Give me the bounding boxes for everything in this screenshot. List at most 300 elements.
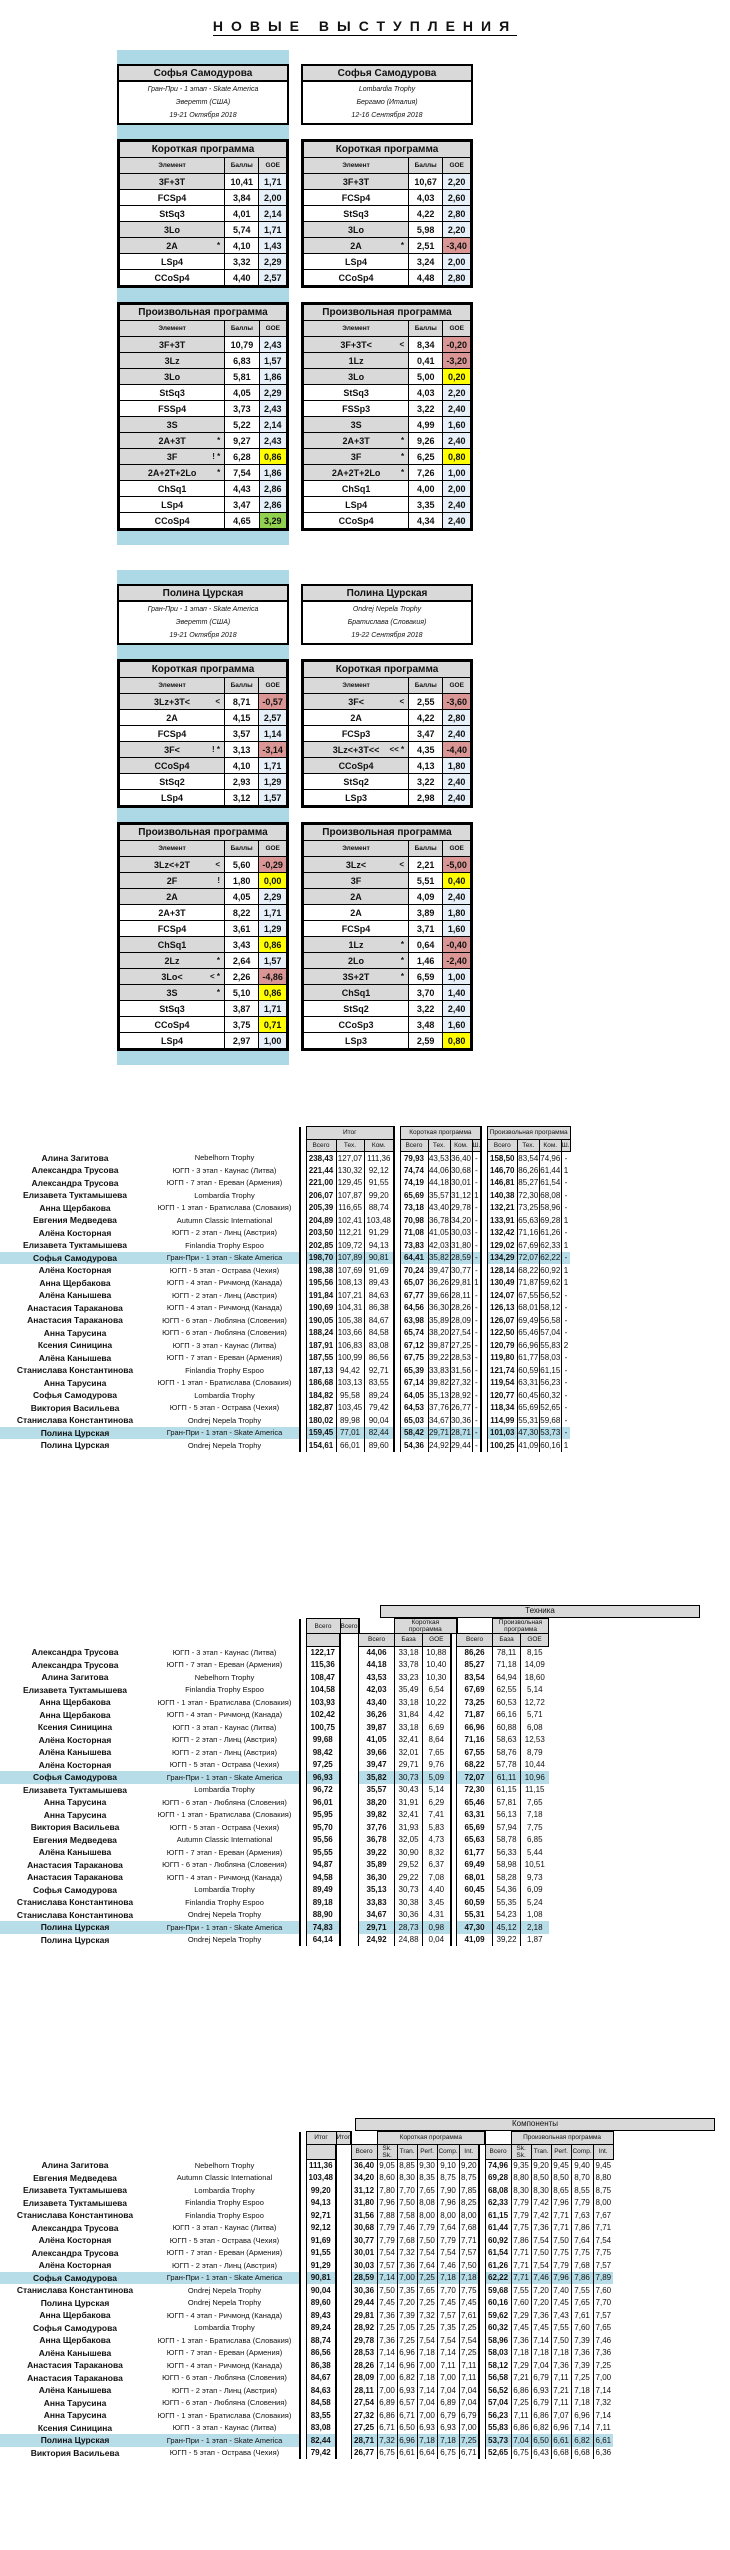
element-code: LSp3 [304, 790, 409, 806]
score-cell: 44,18 [428, 1178, 450, 1188]
element-points: 4,03 [408, 190, 442, 206]
event-name: Autumn Classic International [176, 1835, 273, 1845]
column-header: Ком. [539, 1139, 561, 1152]
score-cell: 27,54 [450, 1328, 472, 1338]
element-row [120, 238, 287, 254]
score-cell: 8,70 [571, 2172, 593, 2185]
event-name: ЮГП - 1 этап - Братислава (Словакия) [157, 2410, 292, 2420]
element-points: 6,59 [409, 969, 443, 985]
skater-name: Виктория Васильева [30, 1822, 120, 1833]
score-cell: 30,68 [450, 1165, 472, 1175]
column-header: Int. [459, 2144, 479, 2159]
score-cell: 35,89 [359, 1859, 395, 1872]
score-cell: 71,08 [400, 1227, 428, 1240]
column-header: Tran. [397, 2144, 417, 2159]
score-cell: 84,58 [364, 1327, 394, 1340]
element-code: CCoSp4 [120, 758, 225, 774]
element-points: 3,57 [225, 726, 259, 742]
ranking-row [0, 1239, 570, 1252]
event-name: Гран-При - 1 этап - Skate America [150, 1252, 300, 1265]
score-cell: 116,65 [336, 1202, 364, 1215]
score-cell: 127,07 [337, 1153, 363, 1163]
group-header: Итог [336, 2132, 351, 2145]
score-cell: 7,54 [437, 2334, 459, 2347]
element-points: 3,47 [409, 726, 443, 742]
segment-title: Произвольная программа [304, 305, 471, 321]
element-row [304, 369, 471, 385]
score-cell: 6,71 [459, 2447, 479, 2460]
event-name: Nebelhorn Trophy [194, 1153, 255, 1163]
score-cell: 74,19 [400, 1177, 428, 1190]
element-flag: * [216, 955, 221, 965]
element-code: 3Lo [120, 222, 225, 238]
short-program-table [301, 659, 473, 808]
column-header: GOE [259, 321, 286, 337]
score-cell: 63,31 [457, 1809, 493, 1822]
skater-name: Алёна Канышева [38, 1352, 112, 1363]
score-cell: - [472, 1377, 481, 1390]
score-cell: 73,25 [518, 1203, 539, 1213]
element-points: 3,35 [409, 497, 443, 513]
element-code: StSq2 [120, 774, 225, 790]
element-goe: 2,00 [443, 254, 471, 270]
element-points: 4,10 [225, 758, 259, 774]
score-cell: 96,01 [306, 1796, 340, 1809]
score-cell: 108,13 [337, 1278, 363, 1288]
element-flag: * [217, 435, 221, 445]
score-cell: 107,69 [337, 1265, 363, 1275]
skater-name: Анна Щербакова [39, 2310, 111, 2321]
ranking-row [0, 1796, 549, 1809]
score-cell: 2,18 [521, 1921, 549, 1934]
element-points: 3,87 [225, 1001, 259, 1017]
score-cell: 61,77 [518, 1353, 539, 1363]
element-points: 4,05 [225, 889, 259, 905]
element-row [120, 774, 287, 790]
element-code: StSq3 [120, 385, 225, 401]
score-cell: 36,30 [428, 1303, 450, 1313]
event-name: Finlandia Trophy Espoo [185, 1897, 264, 1907]
element-code: 1Lz * [304, 937, 409, 953]
highlight-band [301, 50, 473, 64]
performance-card [117, 50, 289, 545]
highlight-band [301, 125, 473, 139]
score-cell: - [561, 1152, 570, 1165]
score-cell: 221,44 [306, 1164, 336, 1177]
score-cell: 8,30 [531, 2184, 551, 2197]
score-cell: 44,06 [428, 1165, 450, 1175]
score-cell: - [561, 1377, 570, 1390]
score-cell: 55,35 [493, 1896, 521, 1909]
skater-name: Алёна Канышева [38, 2385, 112, 2396]
score-cell: 9,45 [551, 2159, 571, 2172]
score-cell: 7,41 [423, 1809, 451, 1822]
element-code: 3Lo< < * [120, 969, 225, 985]
ranking-row [0, 1414, 570, 1427]
element-row [120, 206, 287, 222]
segment-title: Короткая программа [304, 142, 471, 158]
score-cell: 58,98 [493, 1859, 521, 1872]
ranking-row [0, 2309, 613, 2322]
ranking-row [0, 2222, 613, 2235]
element-goe: -4,40 [443, 742, 471, 758]
element-code: FCSp4 [304, 190, 409, 206]
element-row [120, 889, 287, 905]
score-cell: 7,18 [459, 2272, 479, 2285]
element-goe: -0,57 [259, 694, 287, 710]
performance-card [117, 570, 289, 1065]
event-name: Ondrej Nepela Trophy [187, 2285, 262, 2295]
score-cell: 64,41 [400, 1252, 428, 1265]
element-goe: -4,86 [259, 969, 287, 985]
score-cell: 39,22 [493, 1934, 521, 1947]
score-cell: - [472, 1339, 481, 1352]
element-row [120, 873, 287, 889]
skater-name: Алёна Косторная [38, 1734, 112, 1745]
score-cell: 56,52 [485, 2384, 511, 2397]
element-goe: 2,40 [443, 433, 471, 449]
element-goe: -0,40 [443, 937, 471, 953]
score-cell: 69,49 [457, 1859, 493, 1872]
event-name: ЮГП - 2 этап - Линц (Австрия) [172, 2385, 277, 2395]
score-cell: 88,74 [306, 2334, 336, 2347]
event-city: Эверетт (США) [175, 619, 231, 626]
element-row [120, 758, 287, 774]
score-cell: 37,76 [428, 1403, 450, 1413]
skater-name: Алина Загитова [41, 1152, 109, 1163]
score-cell: 60,32 [540, 1390, 561, 1400]
element-code: StSq3 [120, 206, 225, 222]
skater-name: Ксения Синицина [37, 2422, 113, 2433]
skater-name: Александра Трусова [31, 1647, 119, 1658]
event-name: Гран-При - 1 этап - Skate America [150, 1921, 300, 1934]
score-cell: 71,16 [518, 1228, 539, 1238]
element-goe: 1,60 [443, 1017, 471, 1033]
score-cell: 7,25 [377, 2322, 397, 2335]
score-cell: 7,14 [571, 2422, 593, 2435]
element-points: 5,22 [225, 417, 259, 433]
element-points: 6,25 [409, 449, 443, 465]
score-cell: 7,46 [531, 2272, 551, 2285]
element-goe: -0,29 [259, 857, 287, 873]
skater-name: Александра Трусова [31, 1177, 119, 1188]
score-cell: 7,36 [593, 2347, 613, 2360]
score-cell: 7,40 [551, 2284, 571, 2297]
skater-name: Станислава Константинова [16, 2285, 134, 2296]
element-code: 2A [304, 889, 409, 905]
score-cell: 7,21 [551, 2384, 571, 2397]
element-goe: 1,86 [259, 369, 286, 385]
ranking-row [0, 2347, 613, 2360]
group-header: Всего [340, 1619, 359, 1634]
score-cell: 55,83 [540, 1340, 561, 1350]
score-cell: 7,25 [417, 2272, 437, 2285]
score-cell: 7,65 [521, 1796, 549, 1809]
score-cell: 7,14 [377, 2359, 397, 2372]
skater-name: Алёна Канышева [38, 1747, 112, 1758]
column-header: Баллы [225, 158, 259, 174]
score-cell: 6,69 [423, 1721, 451, 1734]
score-cell: 89,49 [306, 1884, 340, 1897]
element-code: LSp4 [304, 497, 409, 513]
score-cell: 107,87 [337, 1190, 363, 1200]
ranking-row [0, 1671, 549, 1684]
skater-name: Елизавета Туктамышева [22, 1240, 128, 1251]
score-cell: 6,89 [377, 2397, 397, 2410]
score-cell: 7,65 [423, 1746, 451, 1759]
score-cell: 7,80 [377, 2184, 397, 2197]
element-flag: < [399, 339, 405, 349]
score-cell: 59,62 [540, 1278, 561, 1288]
score-cell: 6,79 [459, 2409, 479, 2422]
element-points: 3,61 [225, 921, 259, 937]
element-flag: * [400, 240, 404, 250]
score-cell: 187,55 [306, 1352, 336, 1365]
score-cell: 7,71 [593, 2222, 613, 2235]
score-cell: 90,04 [364, 1414, 394, 1427]
score-cell: 43,40 [359, 1696, 395, 1709]
score-cell: 8,75 [437, 2172, 459, 2185]
score-cell: 8,79 [521, 1746, 549, 1759]
element-row [120, 481, 287, 497]
skater-name: Евгения Медведева [33, 2172, 117, 2183]
score-cell: 84,58 [306, 2397, 336, 2410]
score-cell: 6,50 [397, 2422, 417, 2435]
score-cell: 146,81 [487, 1177, 517, 1190]
skater-name: Елизавета Туктамышева [22, 2185, 128, 2196]
event-name: Lombardia Trophy [194, 1785, 255, 1795]
score-cell: 7,71 [511, 2259, 531, 2272]
score-cell: 158,50 [487, 1152, 517, 1165]
score-cell: 14,09 [521, 1659, 549, 1672]
ranking-row [0, 1327, 570, 1340]
score-cell: 7,86 [511, 2234, 531, 2247]
score-cell: 107,89 [337, 1253, 363, 1263]
score-cell: - [472, 1352, 481, 1365]
score-cell: 198,38 [306, 1264, 336, 1277]
score-cell: 58,12 [540, 1303, 561, 1313]
element-code: LSp4 [120, 254, 225, 270]
ranking-row [0, 1746, 549, 1759]
score-cell: 30,03 [450, 1228, 472, 1238]
score-cell: 38,20 [428, 1328, 450, 1338]
score-cell: 94,58 [306, 1871, 340, 1884]
score-cell: 6,93 [397, 2384, 417, 2397]
element-goe: 2,00 [443, 481, 471, 497]
score-cell: 31,56 [450, 1365, 472, 1375]
score-cell: 8,25 [459, 2197, 479, 2210]
score-cell: 8,00 [459, 2209, 479, 2222]
element-points: 5,74 [225, 222, 259, 238]
score-cell: 10,96 [521, 1771, 549, 1784]
skater-name: Станислава Константинова [16, 1365, 134, 1376]
ranking-row [0, 2372, 613, 2385]
score-cell: 7,79 [551, 2259, 571, 2272]
element-code: 2F ! [120, 873, 225, 889]
score-cell: 7,14 [437, 2347, 459, 2360]
event-name: ЮГП - 2 этап - Линц (Австрия) [172, 1228, 277, 1238]
element-points: 5,60 [225, 857, 259, 873]
skater-name: Александра Трусова [31, 1165, 119, 1176]
element-row [120, 1033, 287, 1049]
short-program-table [301, 139, 473, 288]
score-cell: 95,95 [306, 1809, 340, 1822]
score-cell: 6,79 [531, 2372, 551, 2385]
score-cell: 7,04 [531, 2359, 551, 2372]
score-cell: 7,57 [593, 2259, 613, 2272]
score-cell: 71,87 [518, 1278, 539, 1288]
element-code: StSq3 [304, 385, 409, 401]
score-cell: 111,36 [306, 2159, 336, 2172]
column-header: База [493, 1634, 521, 1647]
element-code: 3F+3T [120, 337, 225, 353]
score-cell: 91,55 [364, 1177, 394, 1190]
element-row [120, 353, 287, 369]
skater-name: Ксения Синицина [37, 1340, 113, 1351]
score-cell: 28,11 [351, 2384, 377, 2397]
element-points: 3,13 [225, 742, 259, 758]
table-title: Компоненты [355, 2118, 715, 2131]
element-flag: ! * [212, 451, 221, 461]
score-cell: 67,12 [400, 1339, 428, 1352]
event-name: Lombardia Trophy [358, 86, 416, 93]
score-cell: 6,64 [417, 2447, 437, 2460]
score-cell: 34,67 [359, 1909, 395, 1922]
ranking-row [0, 2322, 613, 2335]
score-cell: - [561, 1189, 570, 1202]
column-header: Ком. [450, 1139, 472, 1152]
ranking-row [0, 1427, 570, 1440]
column-header: Всего [359, 1634, 395, 1647]
score-cell: 6,68 [551, 2447, 571, 2460]
score-cell: 36,30 [359, 1871, 395, 1884]
score-cell: 7,25 [593, 2359, 613, 2372]
score-cell: 7,07 [551, 2409, 571, 2422]
score-cell: 63,31 [518, 1378, 539, 1388]
element-code: 2A * [304, 238, 409, 254]
score-cell: 188,24 [306, 1327, 336, 1340]
element-goe: 1,57 [259, 953, 287, 969]
score-cell: 28,53 [351, 2347, 377, 2360]
score-cell: 7,79 [437, 2234, 459, 2247]
event-name: Lombardia Trophy [194, 1390, 255, 1400]
score-cell: 62,22 [540, 1253, 561, 1263]
element-points: 2,98 [409, 790, 443, 806]
column-header: GOE [259, 678, 287, 694]
score-cell: 39,66 [428, 1290, 450, 1300]
skater-name: Станислава Константинова [16, 1897, 134, 1908]
score-cell: 60,92 [485, 2234, 511, 2247]
score-cell: 31,80 [450, 1240, 472, 1250]
score-cell: 8,85 [397, 2159, 417, 2172]
skater-name: Анна Щербакова [39, 1709, 111, 1720]
score-cell: 85,27 [457, 1659, 493, 1672]
score-cell: 96,72 [306, 1784, 340, 1797]
event-name: Ondrej Nepela Trophy [187, 1935, 262, 1945]
score-cell: - [472, 1402, 481, 1415]
score-cell: 43,53 [428, 1153, 450, 1163]
score-cell: 82,44 [306, 2434, 336, 2447]
score-cell: 7,25 [417, 2322, 437, 2335]
score-cell: 6,37 [423, 1859, 451, 1872]
score-cell: 70,24 [400, 1264, 428, 1277]
element-row [304, 254, 471, 270]
element-code: 2A+3T [120, 905, 225, 921]
element-points: 4,13 [409, 758, 443, 774]
element-goe: 1,60 [443, 921, 471, 937]
score-cell: 7,50 [397, 2197, 417, 2210]
score-cell: 91,55 [306, 2247, 336, 2260]
column-header: GOE [259, 841, 287, 857]
score-cell: 67,77 [400, 1289, 428, 1302]
score-cell: 1,08 [521, 1909, 549, 1922]
score-cell: 1 [561, 1264, 570, 1277]
score-cell: 8,30 [511, 2184, 531, 2197]
skater-name: Елизавета Туктамышева [22, 1684, 128, 1695]
score-cell: 105,38 [337, 1315, 363, 1325]
score-cell: 35,89 [428, 1315, 450, 1325]
score-cell: 122,50 [487, 1327, 517, 1340]
score-cell: 7,18 [417, 2434, 437, 2447]
score-cell: 7,50 [551, 2334, 571, 2347]
score-cell: 33,18 [395, 1646, 423, 1659]
event-info [301, 584, 473, 645]
score-cell: 35,13 [428, 1390, 450, 1400]
column-header: Comp. [571, 2144, 593, 2159]
score-cell: 6,79 [531, 2397, 551, 2410]
column-header: Элемент [120, 841, 225, 857]
ranking-row [0, 2422, 613, 2435]
element-row [120, 190, 287, 206]
score-cell: 6,61 [397, 2447, 417, 2460]
score-cell: 0,04 [423, 1934, 451, 1947]
score-cell: 6,93 [531, 2384, 551, 2397]
score-cell: 86,56 [364, 1352, 394, 1365]
score-cell: - [472, 1202, 481, 1215]
element-points: 3,70 [409, 985, 443, 1001]
score-cell: 35,57 [359, 1784, 395, 1797]
element-code: 2Lo * [304, 953, 409, 969]
ranking-row [0, 1202, 570, 1215]
score-cell: 83,55 [306, 2409, 336, 2422]
element-row [120, 433, 287, 449]
element-points: 4,40 [225, 270, 259, 286]
element-goe: -3,20 [443, 353, 471, 369]
skater-name: Полина Цурская [40, 1934, 110, 1945]
score-cell: 44,06 [359, 1646, 395, 1659]
score-cell: 132,21 [487, 1202, 517, 1215]
score-cell: 103,48 [306, 2172, 336, 2185]
score-cell: 9,40 [571, 2159, 593, 2172]
score-cell: 8,35 [417, 2172, 437, 2185]
event-name: Lombardia Trophy [194, 1885, 255, 1895]
skater-name: Анна Тарусина [43, 1377, 107, 1388]
element-points: 3,22 [409, 401, 443, 417]
event-name: Finlandia Trophy Espoo [185, 2198, 264, 2208]
element-goe: 1,57 [259, 353, 286, 369]
score-cell: 7,60 [593, 2284, 613, 2297]
score-cell: 1 [561, 1239, 570, 1252]
score-cell: 62,55 [493, 1684, 521, 1697]
element-row [304, 921, 471, 937]
column-header: Баллы [225, 841, 259, 857]
skater-name: Анна Тарусина [43, 1809, 107, 1820]
column-header: Элемент [304, 678, 409, 694]
score-cell: - [561, 1414, 570, 1427]
score-cell: 30,36 [351, 2284, 377, 2297]
score-cell: - [472, 1264, 481, 1277]
score-cell: 83,54 [457, 1671, 493, 1684]
